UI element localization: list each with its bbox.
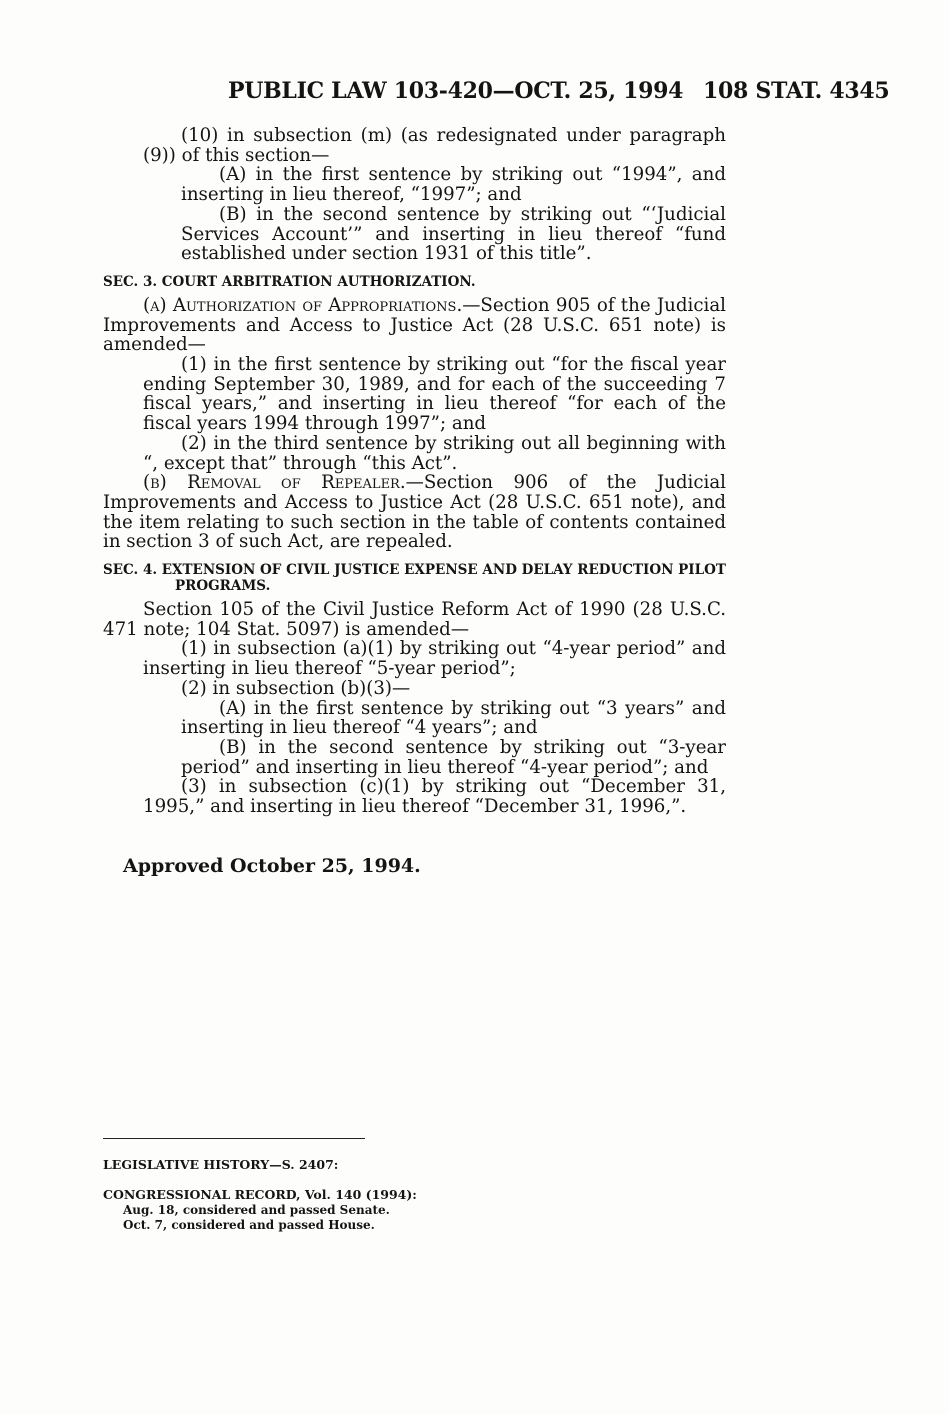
section-4-2a: (A) in the first sentence by striking out “3 years” and inserting in lieu thereof “4 years”; and	[181, 697, 726, 739]
paragraph-10: (10) in subsection (m) (as redesignated under paragraph (9)) of this section—	[143, 125, 726, 166]
document-body	[103, 126, 726, 817]
approval-line: Approved October 25, 1994.	[123, 855, 421, 877]
section-3a	[103, 296, 726, 355]
section-4-2b: (B) in the second sentence by striking out “3-year period” and inserting in lieu thereof “4-year period”; and	[181, 736, 726, 778]
section-3-heading: SEC. 3. COURT ARBITRATION AUTHORIZATION.	[103, 273, 476, 290]
subparagraph-10a: (A) in the first sentence by striking out “1994”, and inserting in lieu thereof, “1997”; and	[181, 164, 726, 206]
history-entry-senate: Aug. 18, considered and passed Senate.	[123, 1203, 390, 1217]
section-4-1: (1) in subsection (a)(1) by striking out “4-year period” and inserting in lieu thereof “5-year period”;	[143, 638, 726, 680]
section-4-heading: SEC. 4. EXTENSION OF CIVIL JUSTICE EXPENSE AND DELAY REDUCTION PILOT PROGRAMS.	[103, 562, 726, 595]
legislative-history-title: LEGISLATIVE HISTORY—S. 2407:	[103, 1157, 339, 1172]
section-3b	[103, 473, 726, 552]
subparagraph-10b: (B) in the second sentence by striking out “‘Judicial Services Account’” and inserting in lieu thereof “fund established under section 1931 of this title”.	[181, 203, 726, 265]
section-4-3: (3) in subsection (c)(1) by striking out “December 31, 1995,” and inserting in lieu thereof “December 31, 1996,”.	[143, 776, 726, 818]
running-header-page: 108 STAT. 4345	[703, 78, 890, 104]
footnote-divider	[103, 1138, 365, 1139]
section-3a-text: —Section 905 of the Judicial Improvements and Access to Justice Act (28 U.S.C. 651 note) is amended—	[103, 294, 726, 356]
section-4-2: (2) in subsection (b)(3)—	[181, 677, 411, 699]
section-3b-caption: (b) Removal of Repealer.	[143, 472, 406, 494]
section-3a-1: (1) in the first sentence by striking out “for the fiscal year ending September 30, 1989, and for each of the succeeding 7 fiscal years,” and inserting in lieu thereof “for each of the fiscal years 1994 through 1997”; and	[143, 354, 726, 435]
section-4-intro: Section 105 of the Civil Justice Reform Act of 1990 (28 U.S.C. 471 note; 104 Stat. 5097) is amended—	[103, 599, 726, 640]
history-entry-house: Oct. 7, considered and passed House.	[123, 1218, 375, 1232]
section-3a-caption: (a) Authorization of Appropriations.	[143, 294, 463, 316]
section-3b-text: —Section 906 of the Judicial Improvements and Access to Justice Act (28 U.S.C. 651 note), and the item relating to such section in the table of contents contained in section 3 of such Act, are repealed.	[103, 472, 727, 553]
running-header-title: PUBLIC LAW 103-420—OCT. 25, 1994	[228, 78, 684, 104]
congressional-record-title: CONGRESSIONAL RECORD, Vol. 140 (1994):	[103, 1187, 417, 1202]
section-3a-2: (2) in the third sentence by striking out all beginning with “, except that” through “this Act”.	[143, 432, 726, 474]
